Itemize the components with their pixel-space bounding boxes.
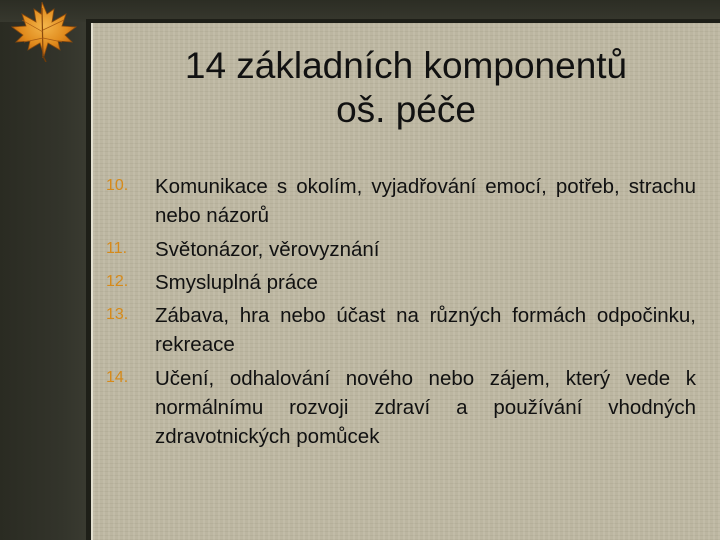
list-item-text: Komunikace s okolím, vyjadřování emocí, potřeb, strachu nebo názorů — [155, 175, 696, 227]
list-item-number: 10. — [106, 177, 129, 194]
list-item-text: Zábava, hra nebo účast na různých formách odpočinku, rekreace — [155, 304, 696, 356]
list-item-number: 14. — [106, 369, 129, 386]
list-item — [100, 235, 696, 264]
left-dark-band — [0, 0, 88, 540]
component-list — [100, 172, 696, 456]
title-line-2: oš. péče — [336, 89, 476, 130]
list-item — [100, 364, 696, 451]
list-item-number: 13. — [106, 306, 129, 323]
list-item — [100, 301, 696, 359]
maple-leaf-icon — [2, 0, 82, 62]
list-item — [100, 172, 696, 230]
title-line-1: 14 základních komponentů — [184, 45, 628, 86]
list-item-number: 12. — [106, 273, 129, 290]
list-item — [100, 268, 696, 297]
list-item-text: Světonázor, věrovyznání — [155, 238, 380, 261]
list-item-number: 11. — [106, 240, 128, 257]
list-item-text: Smysluplná práce — [155, 271, 318, 294]
slide-title — [100, 44, 712, 132]
list-item-text: Učení, odhalování nového nebo zájem, který vede k normálnímu rozvoji zdraví a používání vhodných zdravotnických pomůcek — [155, 367, 696, 448]
